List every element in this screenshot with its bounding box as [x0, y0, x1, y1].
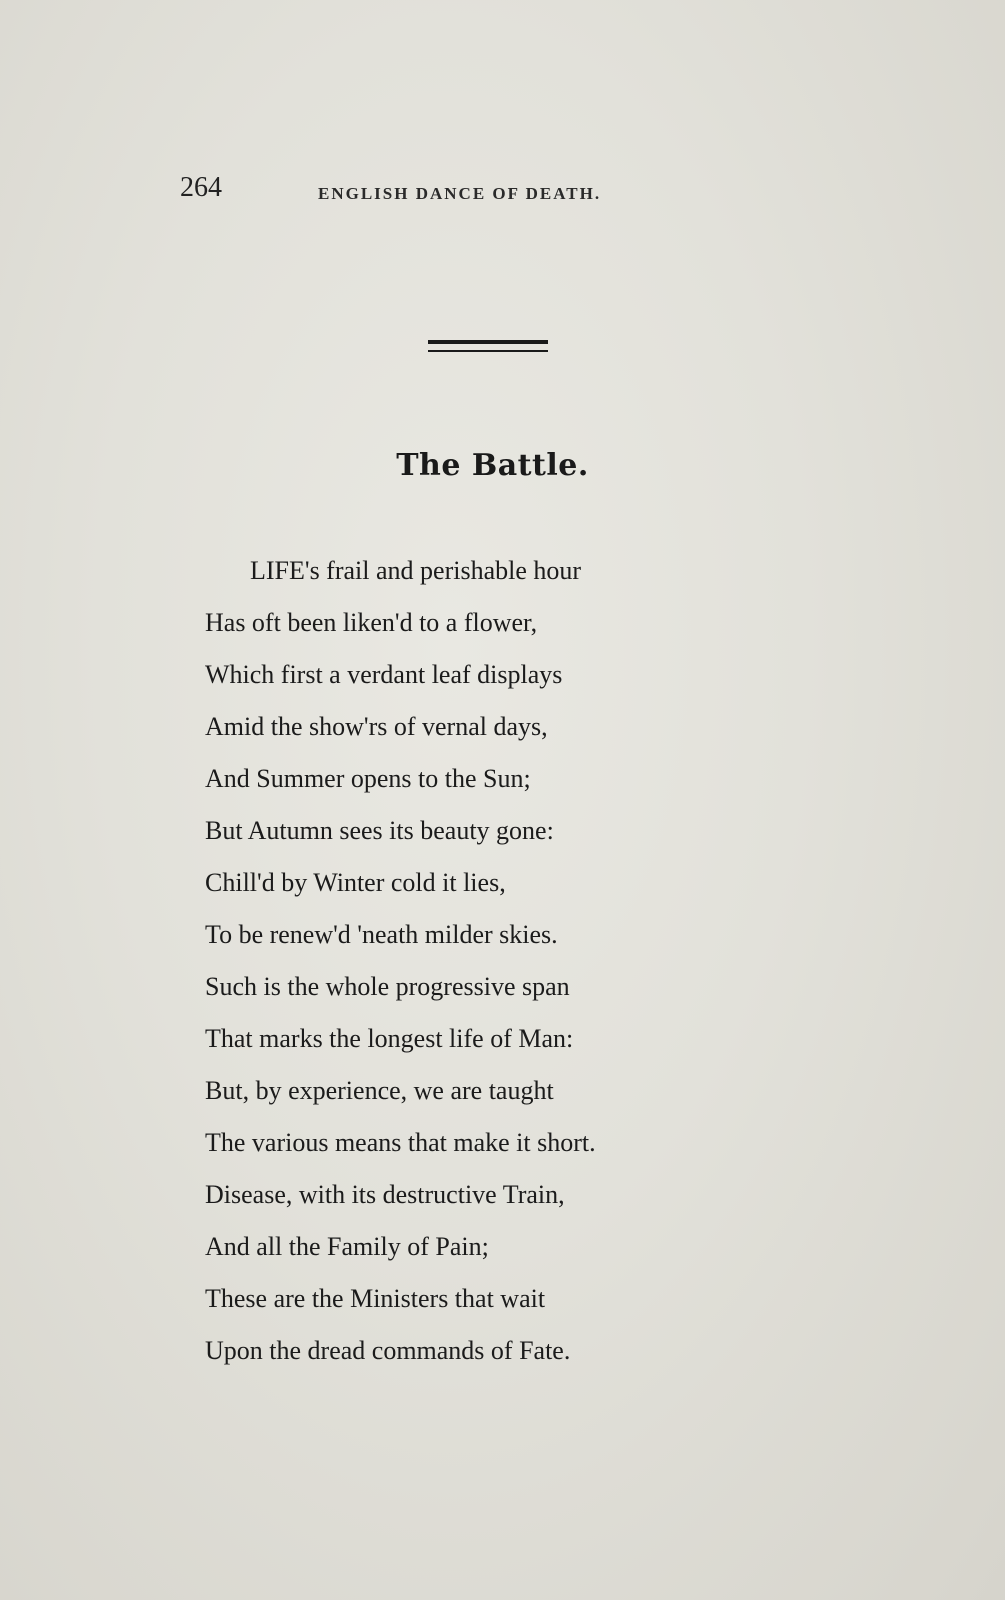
page-number: 264 — [180, 172, 222, 203]
poem-line: But, by experience, we are taught — [205, 1076, 554, 1105]
poem-line: Amid the show'rs of vernal days, — [205, 712, 548, 741]
poem-line: To be renew'd 'neath milder skies. — [205, 920, 558, 949]
poem-line: Has oft been liken'd to a flower, — [205, 608, 538, 637]
poem-line: Which first a verdant leaf displays — [205, 660, 563, 689]
poem-line: Disease, with its destructive Train, — [205, 1180, 565, 1209]
poem-line: Chill'd by Winter cold it lies, — [205, 868, 506, 897]
poem-line: And all the Family of Pain; — [205, 1232, 489, 1261]
poem-line: And Summer opens to the Sun; — [205, 764, 531, 793]
poem-title: The Battle. — [396, 448, 589, 483]
page-header — [180, 172, 680, 212]
poem-line: LIFE's frail and perishable hour — [250, 556, 582, 585]
ornamental-rule-thick — [428, 340, 548, 344]
poem-line: Such is the whole progressive span — [205, 972, 570, 1001]
poem-line: These are the Ministers that wait — [205, 1284, 546, 1313]
poem-line: But Autumn sees its beauty gone: — [205, 816, 554, 845]
poem-line: The various means that make it short. — [205, 1128, 596, 1157]
poem-line: Upon the dread commands of Fate. — [205, 1336, 571, 1365]
running-head: ENGLISH DANCE OF DEATH. — [318, 184, 602, 203]
poem-line: That marks the longest life of Man: — [205, 1024, 574, 1053]
poem-body — [205, 545, 805, 1377]
ornamental-rule-thin — [428, 350, 548, 352]
